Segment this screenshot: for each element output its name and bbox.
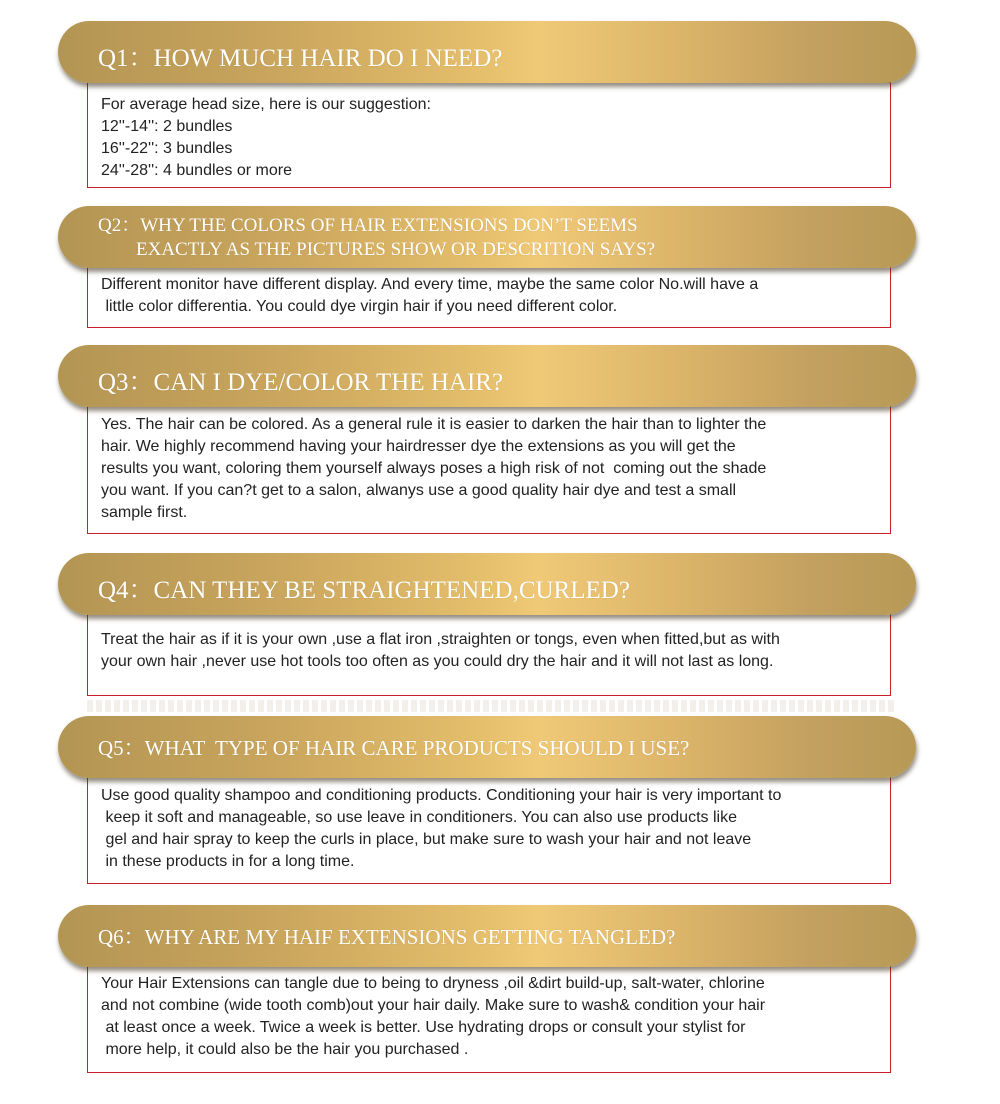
faq-answer-q5: Use good quality shampoo and conditioning products. Conditioning your hair is very important to keep it soft and manageable, so use leave in conditioners. You can also use products like gel and hair spray to keep the curls in place, but make sure to wash your hair and not leave in these products in for a long time. [101, 787, 782, 870]
faq-answer-box-q5 [87, 776, 891, 884]
faq-answer-box-q2 [87, 266, 891, 328]
faq-answer-q6: Your Hair Extensions can tangle due to being to dryness ,oil &dirt build-up, salt-water, chlorine and not combine (wide tooth comb)out your hair daily. Make sure to wash& condition your hair at least once a week. Twice a week is better. Use hydrating drops or consult your stylist for more help, it could also be the hair you purchased . [101, 975, 766, 1058]
faq-answer-box-q1 [87, 82, 891, 188]
faq-question-banner-q6 [58, 905, 916, 967]
faq-answer-box-q4 [87, 613, 891, 696]
faq-question-q4: Q4：CAN THEY BE STRAIGHTENED,CURLED? [98, 577, 630, 604]
faq-question-banner-q2 [58, 206, 916, 268]
faq-answer-q1: For average head size, here is our suggestion: 12''-14'': 2 bundles 16''-22'': 3 bundles 24''-28'': 4 bundles or more [101, 96, 431, 179]
faq-question-q3: Q3：CAN I DYE/COLOR THE HAIR? [98, 369, 504, 396]
faq-question-banner-q4 [58, 553, 916, 615]
faq-question-q2: Q2：WHY THE COLORS OF HAIR EXTENSIONS DON’T SEEMS EXACTLY AS THE PICTURES SHOW OR DESCRITION SAYS? [98, 215, 656, 260]
faq-answer-q4: Treat the hair as if it is your own ,use a flat iron ,straighten or tongs, even when fitted,but as with your own hair ,never use hot tools too often as you could dry the hair and it will not last as long. [101, 631, 780, 670]
faq-answer-q2: Different monitor have different display. And every time, maybe the same color No.will have a little color differentia. You could dye virgin hair if you need different color. [101, 276, 759, 315]
faq-answer-box-q3 [87, 404, 891, 534]
faded-divider [87, 700, 897, 712]
faq-answer-q3: Yes. The hair can be colored. As a general rule it is easier to darken the hair than to lighter the hair. We highly recommend having your hairdresser dye the extensions as you will get the results you want, coloring them yourself always poses a high risk of not coming out the shade you want. If you can?t get to a salon, alwanys use a good quality hair dye and test a small sample first. [101, 416, 767, 521]
faq-question-banner-q5 [58, 716, 916, 778]
faq-question-banner-q3 [58, 345, 916, 407]
faq-question-banner-q1 [58, 21, 916, 83]
faq-answer-box-q6 [87, 965, 891, 1073]
faq-question-q1: Q1：HOW MUCH HAIR DO I NEED? [98, 45, 503, 72]
faq-question-q6: Q6：WHY ARE MY HAIF EXTENSIONS GETTING TANGLED? [98, 925, 676, 949]
faq-question-q5: Q5：WHAT TYPE OF HAIR CARE PRODUCTS SHOULD I USE? [98, 736, 690, 760]
